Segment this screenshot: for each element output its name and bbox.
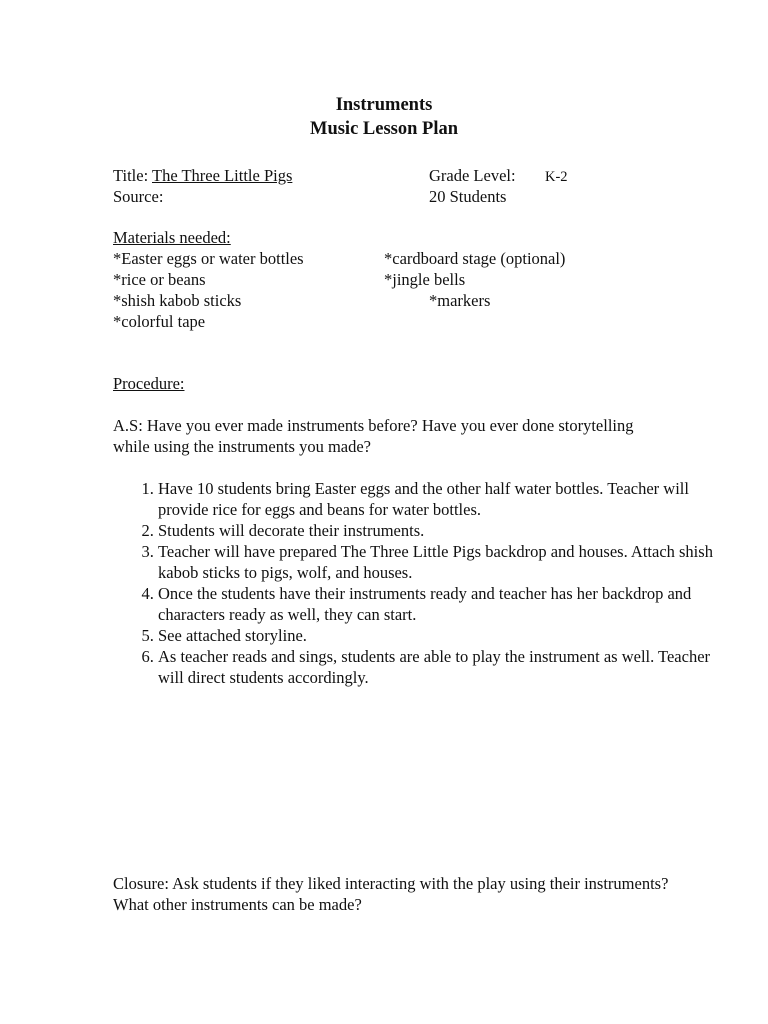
title-line: [113, 166, 292, 186]
procedure-step: 4. Once the students have their instruments ready and teacher has her backdrop and characters ready as well, they can start.: [158, 583, 718, 625]
materials-heading: Materials needed:: [113, 228, 231, 247]
grade-level-label: Grade Level:: [429, 166, 516, 185]
title-label: Title:: [113, 166, 149, 185]
closure: Closure: Ask students if they liked interacting with the play using their instruments? What other instruments can be made?: [113, 874, 669, 914]
document-subtitle: Music Lesson Plan: [309, 119, 459, 139]
material-item: *Easter eggs or water bottles: [113, 249, 304, 268]
material-item: *cardboard stage (optional): [384, 249, 566, 268]
material-item: *markers: [429, 291, 491, 310]
anticipatory-set: A.S: Have you ever made instruments before? Have you ever done storytelling while using the instruments you made?: [113, 416, 634, 456]
source-label: Source:: [113, 187, 164, 206]
material-item: *rice or beans: [113, 270, 206, 289]
document-title: Instruments: [335, 95, 433, 115]
procedure-heading: Procedure:: [113, 374, 185, 393]
student-count: 20 Students: [429, 187, 507, 206]
grade-level-value: K-2: [545, 169, 568, 185]
procedure-step: 1. Have 10 students bring Easter eggs and the other half water bottles. Teacher will provide rice for eggs and beans for water bottles.: [158, 478, 718, 520]
lesson-title: The Three Little Pigs: [152, 166, 293, 185]
procedure-step: 6. As teacher reads and sings, students are able to play the instrument as well. Teacher will direct students accordingly.: [158, 646, 718, 688]
procedure-step: 3. Teacher will have prepared The Three Little Pigs backdrop and houses. Attach shish kabob sticks to pigs, wolf, and houses.: [158, 541, 718, 583]
material-item: *colorful tape: [113, 312, 206, 331]
procedure-steps: [113, 478, 718, 688]
material-item: *jingle bells: [384, 270, 466, 289]
procedure-step: 2. Students will decorate their instruments.: [158, 520, 718, 541]
material-item: *shish kabob sticks: [113, 291, 242, 310]
procedure-step: 5. See attached storyline.: [158, 625, 718, 646]
